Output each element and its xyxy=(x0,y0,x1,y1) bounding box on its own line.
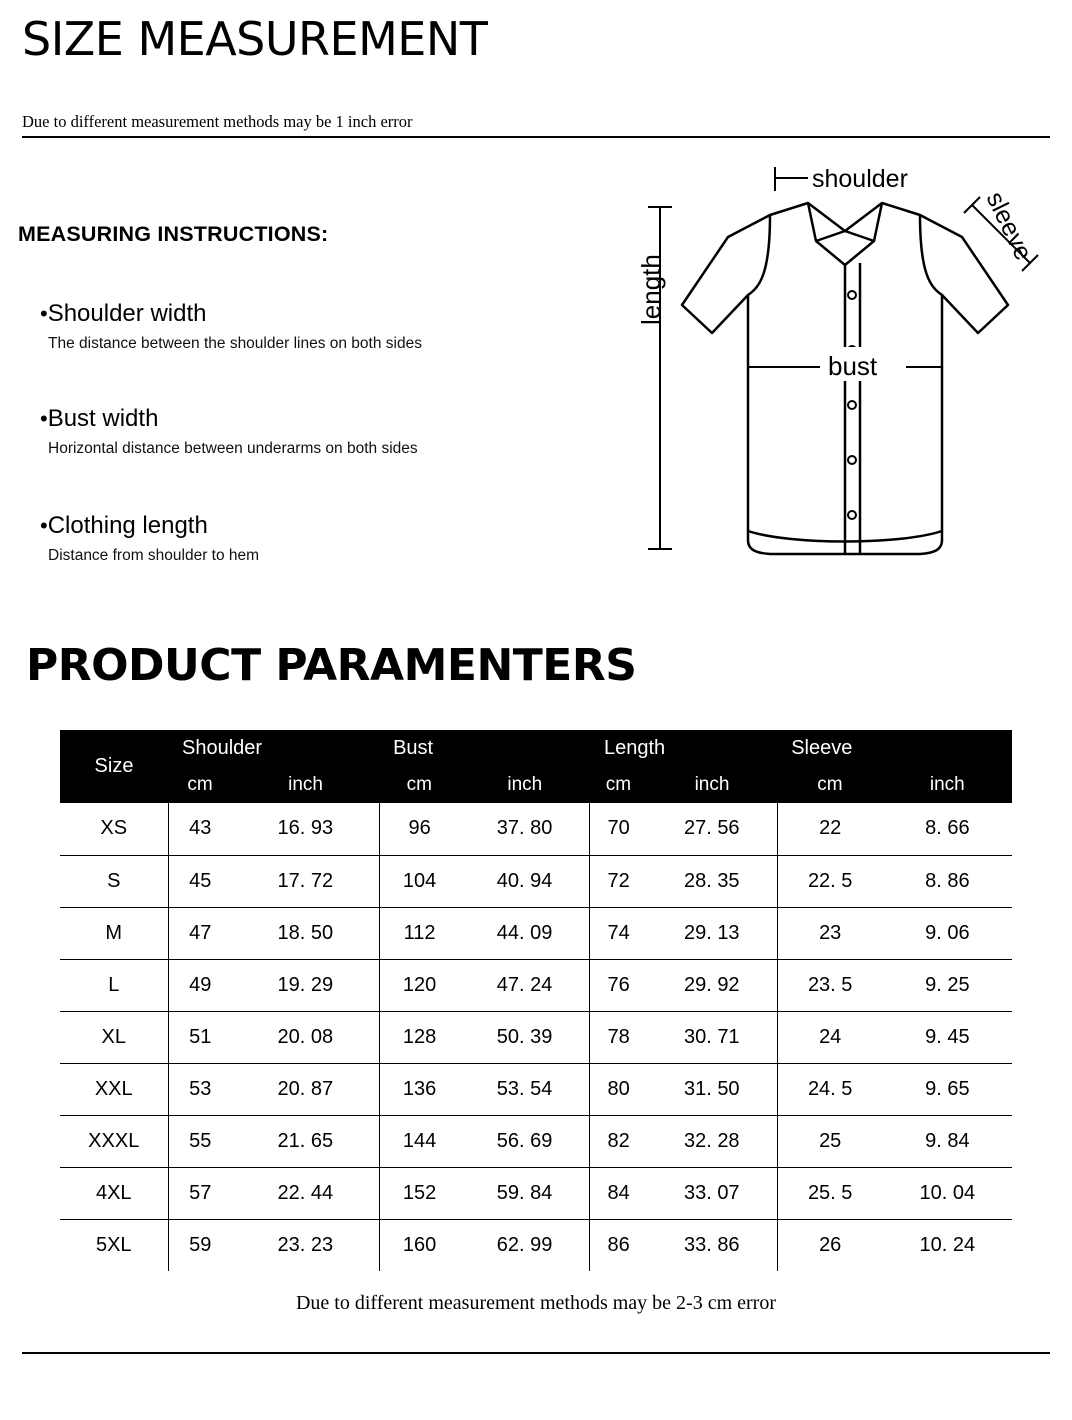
cell-size: XXL xyxy=(60,1063,168,1115)
table-row xyxy=(60,855,1012,907)
header-group-shoulder: Shoulder xyxy=(168,730,379,767)
size-table-head xyxy=(60,730,1012,803)
cell-length-cm: 82 xyxy=(590,1115,647,1167)
size-table-wrap xyxy=(60,730,1012,1271)
cell-size: XS xyxy=(60,803,168,855)
cell-bust-cm: 120 xyxy=(379,959,460,1011)
cell-length-inch: 31. 50 xyxy=(647,1063,777,1115)
header-unit-bust-cm: cm xyxy=(379,767,460,803)
header-note: Due to different measurement methods may be 1 inch error xyxy=(22,112,413,131)
cell-bust-cm: 144 xyxy=(379,1115,460,1167)
cell-sleeve-inch: 9. 45 xyxy=(883,1011,1012,1063)
cell-bust-cm: 160 xyxy=(379,1219,460,1271)
cell-bust-cm: 136 xyxy=(379,1063,460,1115)
cell-sleeve-inch: 10. 04 xyxy=(883,1167,1012,1219)
cell-size: L xyxy=(60,959,168,1011)
cell-bust-inch: 44. 09 xyxy=(460,907,590,959)
cell-sleeve-cm: 23. 5 xyxy=(777,959,882,1011)
cell-length-cm: 70 xyxy=(590,803,647,855)
cell-bust-inch: 53. 54 xyxy=(460,1063,590,1115)
cell-length-cm: 76 xyxy=(590,959,647,1011)
header-group-length: Length xyxy=(590,730,777,767)
cell-shoulder-inch: 20. 87 xyxy=(232,1063,379,1115)
bullet-icon: • xyxy=(40,513,48,538)
cell-sleeve-inch: 9. 25 xyxy=(883,959,1012,1011)
table-footer-note: Due to different measurement methods may be 2-3 cm error xyxy=(295,1292,777,1314)
cell-sleeve-cm: 24. 5 xyxy=(777,1063,882,1115)
cell-sleeve-inch: 8. 86 xyxy=(883,855,1012,907)
header-group-bust: Bust xyxy=(379,730,590,767)
cell-bust-inch: 40. 94 xyxy=(460,855,590,907)
instruction-item-shoulder xyxy=(40,300,422,353)
cell-bust-cm: 104 xyxy=(379,855,460,907)
instruction-heading xyxy=(40,300,422,329)
cell-shoulder-cm: 57 xyxy=(168,1167,232,1219)
header-unit-shoulder-inch: inch xyxy=(232,767,379,803)
cell-bust-cm: 152 xyxy=(379,1167,460,1219)
cell-bust-cm: 128 xyxy=(379,1011,460,1063)
cell-bust-cm: 96 xyxy=(379,803,460,855)
instruction-heading xyxy=(40,405,418,434)
cell-bust-inch: 56. 69 xyxy=(460,1115,590,1167)
shirt-diagram xyxy=(620,145,1072,575)
cell-sleeve-cm: 22 xyxy=(777,803,882,855)
label-shoulder: shoulder xyxy=(812,165,908,193)
cell-length-inch: 30. 71 xyxy=(647,1011,777,1063)
cell-bust-inch: 50. 39 xyxy=(460,1011,590,1063)
cell-bust-inch: 37. 80 xyxy=(460,803,590,855)
instruction-heading-text: Shoulder width xyxy=(47,300,207,327)
cell-shoulder-inch: 22. 44 xyxy=(232,1167,379,1219)
header-unit-bust-inch: inch xyxy=(460,767,590,803)
size-table-body xyxy=(60,803,1012,1271)
cell-shoulder-cm: 59 xyxy=(189,1233,212,1256)
bullet-icon: • xyxy=(40,301,48,326)
cell-length-inch: 27. 56 xyxy=(647,803,777,855)
product-parameters-title: PRODUCT PARAMENTERS xyxy=(26,640,637,691)
cell-sleeve-cm: 22. 5 xyxy=(777,855,882,907)
cell-shoulder-cm: 47 xyxy=(168,907,232,959)
cell-shoulder-cm: 53 xyxy=(168,1063,232,1115)
header-unit-length-cm: cm xyxy=(590,767,647,803)
label-bust: bust xyxy=(828,351,878,381)
table-row xyxy=(60,959,1012,1011)
instruction-heading-text: Clothing length xyxy=(47,512,208,539)
cell-length-inch: 29. 92 xyxy=(647,959,777,1011)
size-table xyxy=(60,730,1012,1271)
header-size: Size xyxy=(60,730,168,803)
header-unit-shoulder-cm: cm xyxy=(168,767,232,803)
table-row xyxy=(60,803,1012,855)
cell-length-inch: 33. 86 xyxy=(683,1233,740,1256)
cell-size: 5XL xyxy=(60,1219,168,1271)
cell-length-inch: 33. 07 xyxy=(647,1167,777,1219)
table-header-row-units xyxy=(60,767,1012,803)
cell-length-cm: 78 xyxy=(590,1011,647,1063)
measuring-instructions-title: MEASURING INSTRUCTIONS: xyxy=(18,222,329,246)
cell-length-inch: 28. 35 xyxy=(647,855,777,907)
cell-sleeve-cm: 25 xyxy=(777,1115,882,1167)
cell-sleeve-cm: 24 xyxy=(777,1011,882,1063)
cell-sleeve-cm: 26 xyxy=(777,1219,882,1271)
header-unit-sleeve-inch: inch xyxy=(883,767,1012,803)
cell-length-inch: 32. 28 xyxy=(647,1115,777,1167)
cell-length-cm: 72 xyxy=(590,855,647,907)
cell-shoulder-inch: 19. 29 xyxy=(232,959,379,1011)
instruction-detail: The distance between the shoulder lines on both sides xyxy=(48,334,422,352)
cell-sleeve-inch: 9. 65 xyxy=(883,1063,1012,1115)
cell-size: S xyxy=(60,855,168,907)
header-unit-sleeve-cm: cm xyxy=(777,767,882,803)
table-row xyxy=(60,1219,1012,1271)
cell-bust-cm: 112 xyxy=(379,907,460,959)
cell-bust-inch: 62. 99 xyxy=(496,1233,553,1256)
cell-shoulder-inch: 20. 08 xyxy=(232,1011,379,1063)
shirt-illustration-svg xyxy=(620,145,1072,575)
cell-shoulder-inch: 18. 50 xyxy=(232,907,379,959)
header-divider xyxy=(22,136,1050,138)
cell-shoulder-inch: 17. 72 xyxy=(232,855,379,907)
header-unit-length-inch: inch xyxy=(647,767,777,803)
table-row xyxy=(60,1115,1012,1167)
cell-shoulder-cm: 51 xyxy=(168,1011,232,1063)
table-header-row-groups xyxy=(60,730,1012,767)
cell-size: M xyxy=(60,907,168,959)
instruction-heading xyxy=(40,512,259,541)
cell-sleeve-inch: 8. 66 xyxy=(883,803,1012,855)
instruction-item-length xyxy=(40,512,259,565)
cell-shoulder-inch: 23. 23 xyxy=(277,1233,334,1256)
cell-bust-inch: 59. 84 xyxy=(460,1167,590,1219)
footer-divider xyxy=(22,1352,1050,1354)
page-title: SIZE MEASUREMENT xyxy=(22,12,488,66)
table-row xyxy=(60,1167,1012,1219)
cell-shoulder-inch: 21. 65 xyxy=(232,1115,379,1167)
cell-length-cm: 86 xyxy=(590,1219,647,1271)
table-row xyxy=(60,1011,1012,1063)
table-row xyxy=(60,907,1012,959)
cell-size: XXXL xyxy=(60,1115,168,1167)
bullet-icon: • xyxy=(40,406,48,431)
cell-length-inch: 29. 13 xyxy=(647,907,777,959)
cell-length-cm: 74 xyxy=(590,907,647,959)
table-row xyxy=(60,1063,1012,1115)
cell-shoulder-cm: 55 xyxy=(168,1115,232,1167)
cell-sleeve-cm: 25. 5 xyxy=(777,1167,882,1219)
header-group-sleeve: Sleeve xyxy=(777,730,1012,767)
label-sleeve: sleeve xyxy=(980,187,1038,265)
cell-shoulder-inch: 16. 93 xyxy=(232,803,379,855)
cell-sleeve-inch: 9. 84 xyxy=(883,1115,1012,1167)
instruction-item-bust xyxy=(40,405,418,458)
cell-shoulder-cm: 49 xyxy=(168,959,232,1011)
cell-bust-inch: 47. 24 xyxy=(460,959,590,1011)
cell-length-cm: 80 xyxy=(590,1063,647,1115)
cell-size: 4XL xyxy=(60,1167,168,1219)
cell-shoulder-cm: 45 xyxy=(168,855,232,907)
cell-sleeve-cm: 23 xyxy=(777,907,882,959)
cell-shoulder-cm: 43 xyxy=(168,803,232,855)
instruction-detail: Distance from shoulder to hem xyxy=(48,546,260,564)
instruction-heading-text: Bust width xyxy=(47,405,159,432)
cell-sleeve-inch: 9. 06 xyxy=(883,907,1012,959)
cell-sleeve-inch: 10. 24 xyxy=(919,1233,976,1256)
label-length: length xyxy=(636,254,666,325)
cell-length-cm: 84 xyxy=(590,1167,647,1219)
cell-size: XL xyxy=(60,1011,168,1063)
instruction-detail: Horizontal distance between underarms on both sides xyxy=(48,439,418,457)
